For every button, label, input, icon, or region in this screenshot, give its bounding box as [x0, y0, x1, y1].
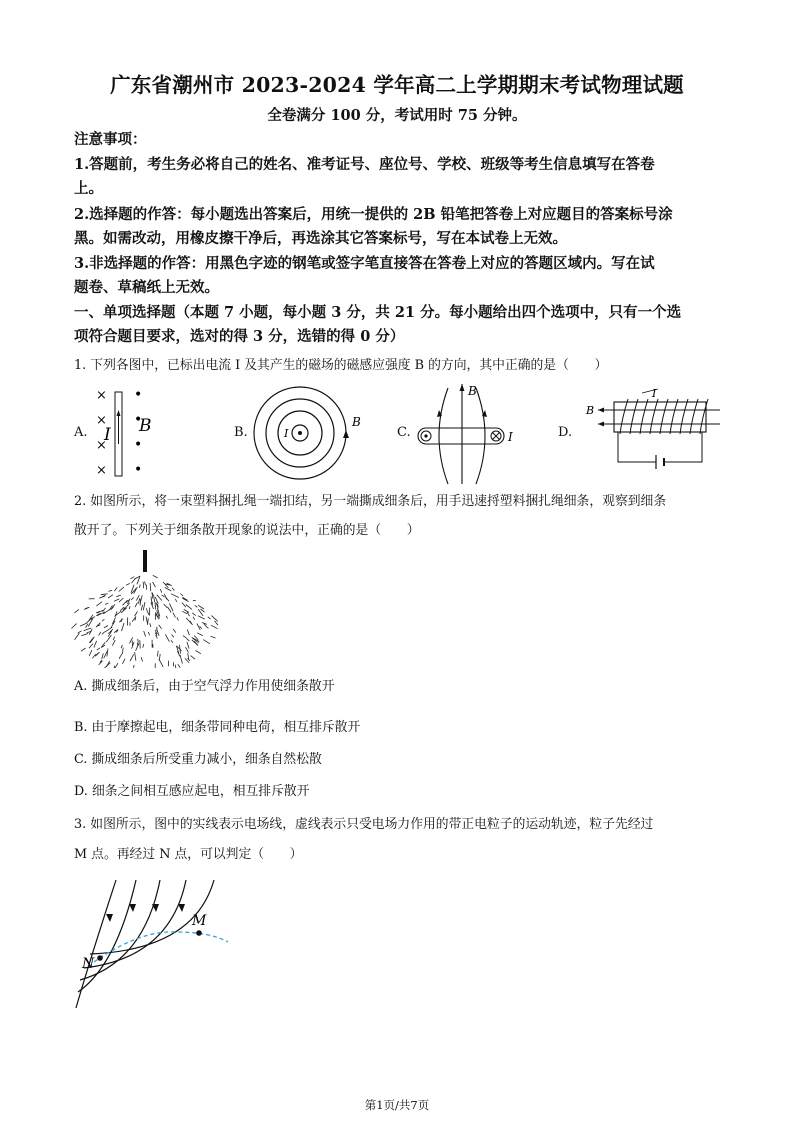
strand [138, 598, 140, 604]
q1-figure-d [578, 384, 728, 480]
strand [208, 617, 211, 619]
strand [150, 583, 151, 591]
strand [119, 587, 124, 591]
strand [71, 624, 76, 629]
strand [180, 594, 183, 597]
field-line [476, 388, 485, 484]
q1-option-a-label: A. [74, 425, 88, 440]
strand [182, 611, 187, 614]
strand [114, 587, 117, 591]
solenoid-coils [620, 399, 708, 434]
strand [153, 582, 156, 587]
notice-item-1b: 上。 [74, 180, 103, 197]
strand-spray [71, 575, 218, 668]
strand [85, 607, 89, 608]
strand [129, 606, 130, 609]
q2-stem-b: 散开了。下列关于细条散开现象的说法中，正确的是（ ） [74, 523, 420, 538]
strand [164, 604, 168, 608]
field-line [84, 880, 186, 968]
notice-item-2a: 2.选择题的作答：每小题选出答案后，用统一提供的 2B 铅笔把答卷上对应题目的答案标号涂 [74, 206, 673, 223]
field-direction-arrow [343, 430, 349, 438]
strand [130, 654, 134, 661]
strand [182, 603, 186, 608]
field-arrow [178, 904, 185, 912]
q2-option-c: C. 撕成细条后所受重力减小，细条自然松散 [74, 752, 322, 767]
q2-option-a: A. 撕成细条后，由于空气浮力作用使细条散开 [74, 679, 335, 694]
strand [138, 639, 139, 642]
coil-turn [640, 399, 648, 434]
strand [191, 656, 195, 660]
strand [184, 609, 189, 612]
strand [172, 588, 174, 591]
strand [195, 605, 198, 607]
strand [104, 663, 110, 668]
strand [74, 609, 79, 613]
knot-handle [143, 550, 147, 572]
field-arrow [129, 904, 136, 912]
section-heading-a: 一、单项选择题（本题 7 小题，每小题 3 分，共 21 分。每小题给出四个选项中，只有一个选 [74, 304, 682, 321]
strand [158, 604, 159, 607]
strand [180, 645, 181, 654]
label-N: N [82, 956, 95, 972]
q2-option-d: D. 细条之间相互感应起电，相互排斥散开 [74, 784, 310, 799]
coil-turn [670, 399, 678, 434]
strand [94, 641, 97, 648]
strand [89, 650, 92, 656]
strand [75, 633, 80, 640]
circuit-wire [618, 432, 656, 462]
current-out-dot [298, 431, 302, 435]
strand [198, 616, 205, 619]
strand [112, 640, 115, 646]
strand [116, 595, 121, 597]
point-N [97, 955, 103, 961]
cross-mark: × [96, 413, 107, 428]
strand [122, 623, 125, 631]
strand [183, 636, 186, 638]
strand [155, 602, 156, 609]
strand [140, 599, 141, 606]
strand [97, 648, 100, 650]
strand [162, 595, 165, 597]
strand [90, 637, 94, 643]
notice-item-3b: 题卷、草稿纸上无效。 [74, 279, 219, 296]
strand [154, 595, 155, 602]
strand [81, 634, 88, 636]
strand [197, 633, 203, 636]
strand [165, 634, 169, 641]
strand [148, 618, 149, 623]
strand [92, 654, 95, 658]
notice-item-2b: 黑。如需改动，用橡皮擦干净后，再选涂其它答案标号，写在本试卷上无效。 [74, 230, 567, 247]
q1-option-c-label: C. [397, 425, 411, 440]
field-arrow [598, 408, 604, 413]
label-I: I [284, 427, 289, 440]
coil-turn [660, 399, 668, 434]
section-heading-b: 项符合题目要求，选对的得 3 分，选错的得 0 分） [74, 328, 405, 345]
strand [123, 600, 128, 605]
strand [193, 617, 195, 620]
strand [105, 603, 108, 604]
strand [175, 599, 177, 602]
q1-option-d-label: D. [558, 425, 573, 440]
label-B: B [468, 384, 477, 398]
strand [171, 594, 179, 598]
strand [99, 632, 101, 636]
coil-turn [700, 399, 708, 434]
label-I: I [508, 430, 513, 444]
q3-figure-field-lines [70, 876, 240, 1012]
strand [186, 618, 191, 624]
current-out-dot [424, 434, 427, 437]
page-footer: 第1页/共7页 [364, 1098, 430, 1112]
strand [192, 613, 196, 616]
strand [145, 581, 146, 585]
strand [166, 616, 168, 619]
strand [104, 626, 108, 628]
strand [131, 597, 134, 600]
strand [211, 625, 218, 629]
strand [150, 623, 151, 627]
strand [101, 594, 108, 595]
strand [186, 605, 192, 610]
page-title: 广东省潮州市 2023-2024 学年高二上学期期末考试物理试题 [110, 73, 684, 97]
strand [211, 616, 217, 622]
page-subtitle: 全卷满分 100 分，考试用时 75 分钟。 [267, 107, 527, 124]
strand [89, 644, 93, 649]
strand [135, 652, 136, 661]
strand [153, 575, 158, 578]
coil-turn [650, 399, 658, 434]
strand [160, 589, 161, 593]
strand [148, 632, 149, 635]
strand [198, 605, 204, 609]
field-line [78, 880, 136, 992]
field-arrow [598, 422, 604, 427]
strand [187, 629, 189, 635]
strand [173, 629, 176, 633]
coil-turn [620, 399, 628, 434]
strand [113, 666, 115, 668]
cross-mark: × [96, 388, 107, 403]
strand [81, 648, 86, 651]
strand [196, 651, 201, 654]
notice-item-1a: 1.答题前，考生务必将自己的姓名、准考证号、座位号、学校、班级等考生信息填写在答卷 [74, 156, 655, 173]
strand [141, 605, 142, 611]
strand [113, 637, 114, 641]
strand [122, 659, 125, 664]
strand [102, 619, 105, 621]
strand [119, 598, 123, 602]
strand [102, 653, 104, 659]
cross-mark: × [96, 438, 107, 453]
label-B: B [352, 415, 361, 429]
strand [163, 582, 168, 588]
field-arrow [460, 384, 465, 391]
dot-mark: • [134, 387, 143, 403]
label-I: I [104, 425, 111, 445]
strand [173, 613, 175, 618]
q1-stem: 1. 下列各图中，已标出电流 I 及其产生的磁场的磁感应强度 B 的方向，其中正确的是（ ） [74, 358, 608, 373]
strand [109, 590, 113, 591]
strand [143, 644, 144, 648]
q2-stem-a: 2. 如图所示，将一束塑料捆扎绳一端扣结，另一端撕成细条后，用手迅速捋塑料捆扎绳细条，观察到细条 [74, 494, 667, 509]
strand [157, 595, 162, 601]
strand [133, 665, 134, 668]
dot-mark: • [134, 412, 143, 428]
strand [135, 603, 137, 608]
strand [121, 645, 122, 648]
cross-mark: × [96, 463, 107, 478]
label-I: I [652, 387, 657, 400]
strand [159, 625, 162, 629]
q2-figure-spread-strands [70, 550, 230, 668]
strand [102, 632, 105, 635]
point-M [196, 930, 202, 936]
strand [177, 617, 179, 620]
strand [211, 636, 216, 638]
strand [144, 631, 146, 637]
q1-figure-a [88, 384, 164, 480]
q1-figure-c [412, 380, 522, 490]
strand [175, 665, 176, 668]
strand [86, 624, 89, 628]
strand [157, 651, 158, 657]
strand [122, 648, 123, 654]
strand [192, 640, 198, 645]
strand [135, 612, 138, 617]
strand [168, 607, 172, 613]
strand [108, 595, 113, 598]
strand [186, 638, 189, 641]
q2-option-b: B. 由于摩擦起电，细条带同种电荷，相互排斥散开 [74, 720, 361, 735]
dot-mark: • [134, 462, 143, 478]
strand [203, 640, 210, 644]
circuit-wire [664, 432, 702, 462]
current-arrowhead [117, 410, 121, 416]
strand [178, 664, 180, 667]
q3-stem-b: M 点。再经过 N 点，可以判定（ ） [74, 847, 303, 862]
q3-stem-a: 3. 如图所示，图中的实线表示电场线，虚线表示只受电场力作用的带正电粒子的运动轨迹，粒子先经过 [74, 817, 654, 832]
strand [119, 654, 122, 659]
strand [84, 628, 92, 631]
label-M: M [192, 913, 207, 929]
strand [180, 655, 182, 664]
field-arrow [106, 914, 113, 922]
strand [114, 599, 119, 601]
label-B: B [586, 404, 595, 417]
strand [130, 577, 134, 579]
field-line [439, 388, 448, 484]
coil-turn [690, 399, 698, 434]
strand [78, 631, 82, 633]
strand [96, 602, 102, 606]
coil-turn [680, 399, 688, 434]
strand [143, 602, 145, 610]
strand [171, 640, 173, 643]
strand [140, 585, 141, 588]
strand [193, 600, 196, 601]
notice-heading: 注意事项： [74, 131, 147, 148]
strand [201, 609, 205, 612]
strand [126, 583, 130, 585]
strand [146, 608, 149, 614]
dot-mark: • [134, 437, 143, 453]
q1-option-b-label: B. [234, 425, 248, 440]
q1-figure-b [252, 382, 367, 487]
strand [141, 657, 143, 661]
strand [80, 623, 87, 626]
solenoid-core [614, 402, 706, 432]
strand [159, 654, 160, 661]
strand [187, 642, 189, 649]
coil-turn [630, 399, 638, 434]
strand [103, 608, 106, 612]
strand [200, 626, 202, 628]
strand [172, 635, 174, 638]
strand [136, 595, 139, 600]
strand [186, 647, 189, 652]
strand [146, 617, 148, 625]
notice-item-3a: 3.非选择题的作答：用黑色字迹的钢笔或签字笔直接答在答卷上对应的答题区域内。写在试 [74, 255, 655, 272]
label-B: B [139, 416, 152, 436]
